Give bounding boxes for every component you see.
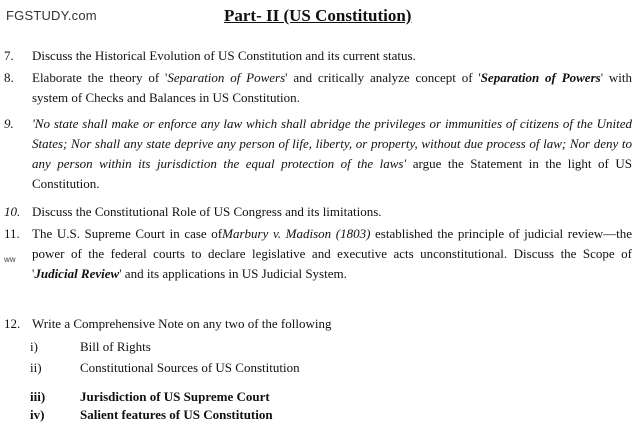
site-watermark: FGSTUDY.com <box>6 8 97 23</box>
question-7 <box>4 46 632 66</box>
text-run: ' and critically analyze concept of ' <box>285 70 481 85</box>
question-number: 7. <box>4 48 14 63</box>
text-run: The U.S. Supreme Court in case of <box>32 226 223 241</box>
text-run: ' with system of Checks and Balances in US Constitution. <box>32 70 632 105</box>
question-8 <box>4 68 632 108</box>
side-watermark: ww <box>4 255 16 264</box>
question-number: 9. <box>4 116 14 131</box>
question-number: 10. <box>4 204 21 219</box>
question-12 <box>4 314 632 334</box>
option-text: Salient features of US Constitution <box>80 407 273 422</box>
question-number: 11. <box>4 226 20 241</box>
option-item <box>30 338 151 356</box>
option-text: Bill of Rights <box>80 339 151 354</box>
question-text: Write a Comprehensive Note on any two of the following <box>32 316 332 331</box>
question-number: 12. <box>4 316 21 331</box>
option-numeral: iv) <box>30 407 45 422</box>
option-item <box>30 388 270 406</box>
option-item <box>30 406 273 424</box>
question-text: Discuss the Constitutional Role of US Congress and its limitations. <box>32 204 382 219</box>
question-text <box>32 114 632 194</box>
text-run: ' and its applications in US Judicial System. <box>119 266 347 281</box>
question-text <box>32 224 632 284</box>
option-text: Constitutional Sources of US Constitution <box>80 360 300 375</box>
italic-term: Separation of Powers <box>167 70 286 85</box>
italic-term: Judicial Review <box>34 266 120 281</box>
option-text: Jurisdiction of US Supreme Court <box>80 389 270 404</box>
question-10 <box>4 202 632 222</box>
question-9 <box>4 114 632 194</box>
option-numeral: i) <box>30 339 38 354</box>
option-item <box>30 359 300 377</box>
quoted-clause: 'No state shall make or enforce any law which shall abridge the privileges or immunities of citizens of the United States; Nor shall any state deprive any person of life, liberty, or property, without due process of law; Nor deny to any person within its jurisdiction the equal protection of the laws' <box>32 116 632 171</box>
question-text <box>32 68 632 108</box>
italic-term: Separation of Powers <box>480 70 601 85</box>
text-run: established the principle of judicial review—the power of the federal courts to declare legislative and executive acts unconstitutional. Discuss the Scope of ' <box>32 226 632 281</box>
question-text: Discuss the Historical Evolution of US Constitution and its current status. <box>32 48 416 63</box>
text-run: Elaborate the theory of ' <box>32 70 168 85</box>
text-run: argue the Statement in the light of US Constitution. <box>32 156 632 191</box>
section-title: Part- II (US Constitution) <box>224 6 412 25</box>
question-number: 8. <box>4 70 14 85</box>
option-numeral: iii) <box>30 389 46 404</box>
case-name: Marbury v. Madison (1803) <box>222 226 371 241</box>
option-numeral: ii) <box>30 360 42 375</box>
question-11 <box>4 224 632 284</box>
